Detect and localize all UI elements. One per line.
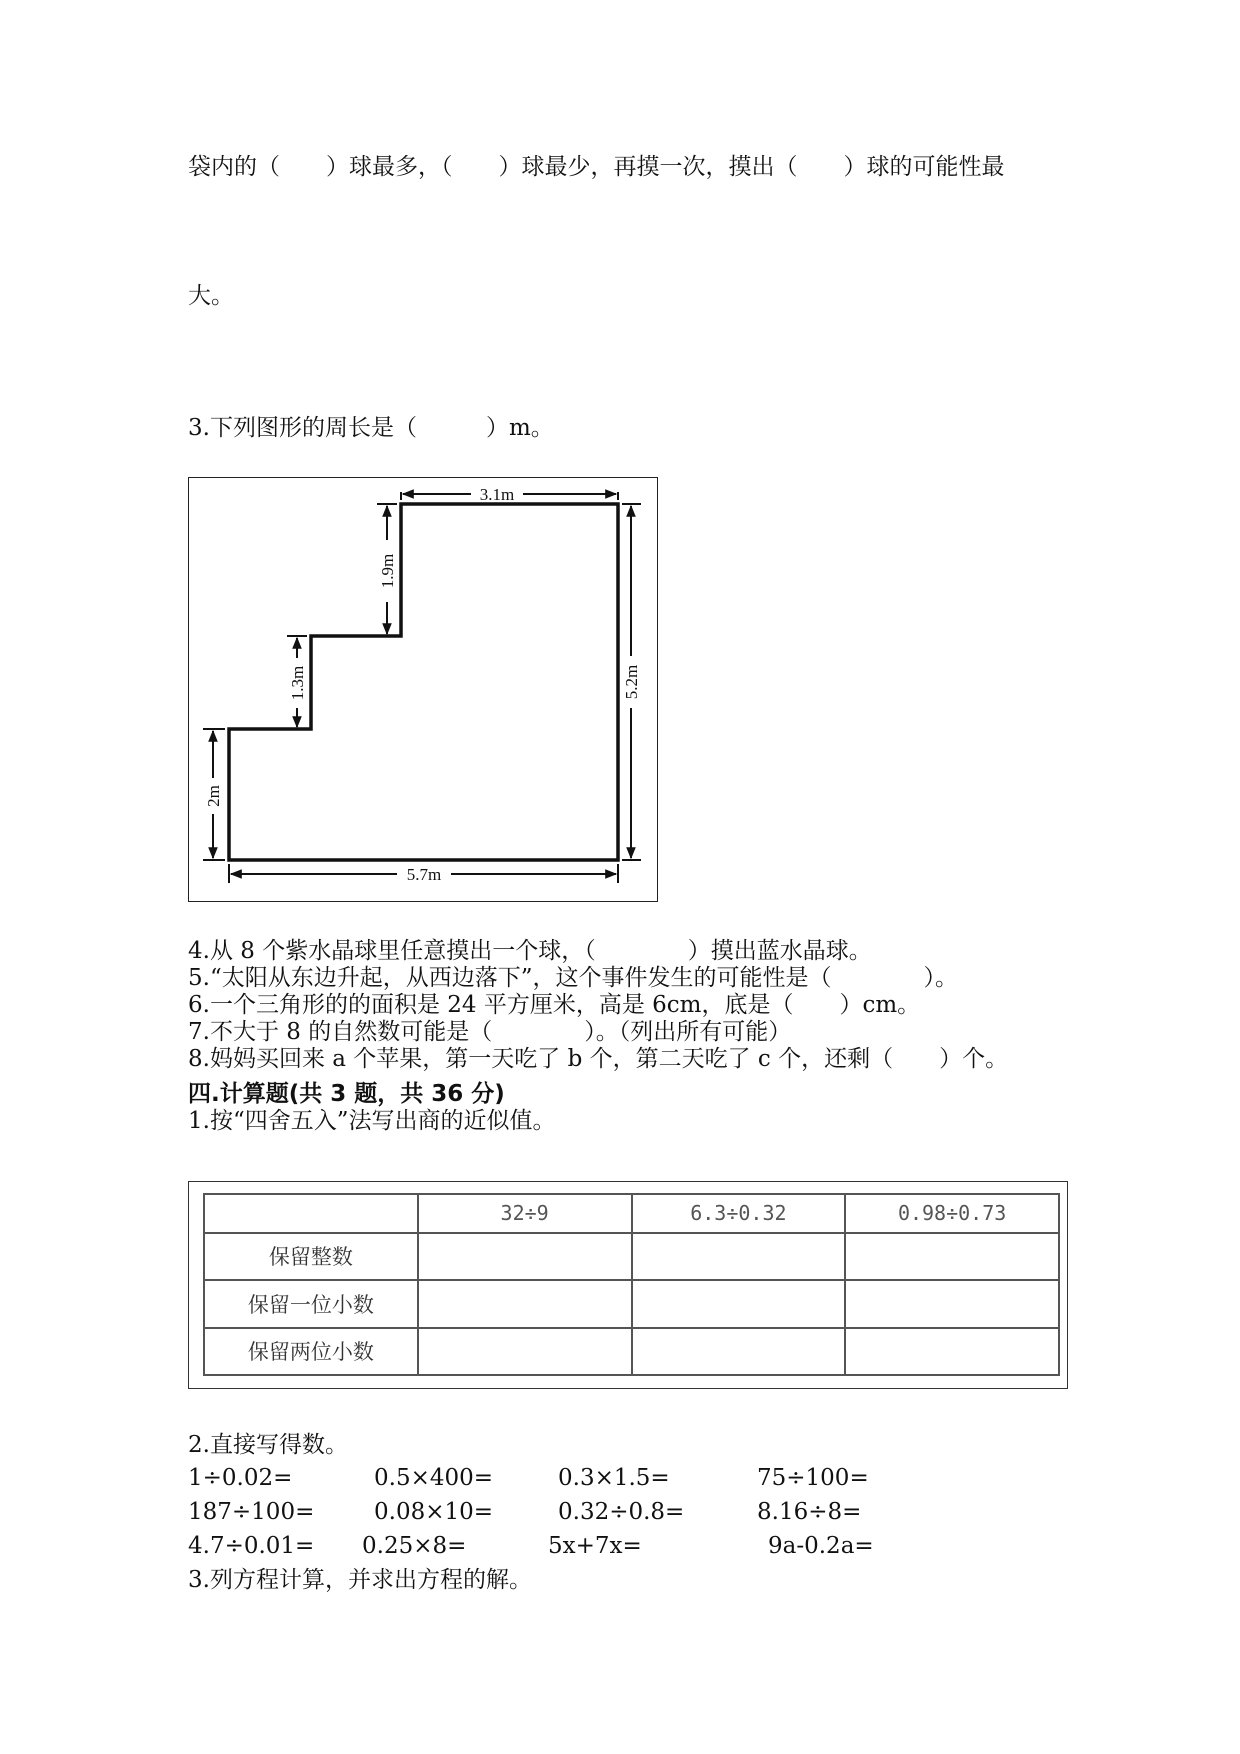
- calc-item: 75÷100=: [757, 1465, 869, 1491]
- c3-text: 3.列方程计算，并求出方程的解。: [188, 1567, 532, 1593]
- calc-item: 4.7÷0.01=: [188, 1533, 315, 1559]
- staircase-diagram: [189, 478, 659, 903]
- label-step-upper: 1.9m: [378, 553, 397, 589]
- row-label: 保留两位小数: [204, 1328, 418, 1376]
- answer-cell[interactable]: [632, 1328, 846, 1376]
- answer-cell[interactable]: [845, 1328, 1059, 1376]
- calc-item: 1÷0.02=: [188, 1465, 293, 1491]
- label-step-lower: 1.3m: [288, 665, 307, 701]
- calc-item: 0.32÷0.8=: [558, 1499, 685, 1525]
- table-header-cell: 32÷9: [418, 1194, 632, 1233]
- answer-cell[interactable]: [632, 1233, 846, 1280]
- c1-text: 1.按“四舍五入”法写出商的近似值。: [188, 1108, 556, 1134]
- label-left: 2m: [204, 785, 223, 807]
- table-header-cell: [204, 1194, 418, 1233]
- q4-text: 4.从 8 个紫水晶球里任意摸出一个球，（ ）摸出蓝水晶球。: [188, 938, 872, 964]
- approximation-table: [203, 1193, 1060, 1376]
- calc-item: 0.25×8=: [362, 1533, 467, 1559]
- q6-text: 6.一个三角形的的面积是 24 平方厘米，高是 6cm，底是（ ）cm。: [188, 992, 921, 1018]
- answer-cell[interactable]: [845, 1280, 1059, 1327]
- q5-text: 5.“太阳从东边升起，从西边落下”，这个事件发生的可能性是（ ）。: [188, 965, 958, 991]
- q2-line2: 大。: [188, 283, 234, 309]
- table-header-cell: 0.98÷0.73: [845, 1194, 1059, 1233]
- label-right: 5.2m: [622, 664, 641, 700]
- label-bottom: 5.7m: [406, 865, 442, 884]
- approximation-table-frame: [188, 1181, 1068, 1389]
- q8-text: 8.妈妈买回来 a 个苹果，第一天吃了 b 个，第二天吃了 c 个，还剩（ ）个。: [188, 1046, 1009, 1072]
- table-header-cell: 6.3÷0.32: [632, 1194, 846, 1233]
- table-row: [204, 1233, 1059, 1280]
- label-top: 3.1m: [479, 485, 515, 504]
- calc-item: 0.5×400=: [374, 1465, 494, 1491]
- answer-cell[interactable]: [418, 1233, 632, 1280]
- row-label: 保留一位小数: [204, 1280, 418, 1327]
- table-row: [204, 1280, 1059, 1327]
- perimeter-figure: [188, 477, 658, 902]
- row-label: 保留整数: [204, 1233, 418, 1280]
- answer-cell[interactable]: [845, 1233, 1059, 1280]
- section-heading: 四.计算题(共 3 题，共 36 分): [188, 1081, 505, 1107]
- calc-item: 9a-0.2a=: [768, 1533, 874, 1559]
- table-row: [204, 1328, 1059, 1376]
- q2-line1: 袋内的（ ）球最多，（ ）球最少，再摸一次，摸出（ ）球的可能性最: [188, 154, 1005, 180]
- calc-item: 0.08×10=: [374, 1499, 494, 1525]
- q7-text: 7.不大于 8 的自然数可能是（ ）。（列出所有可能）: [188, 1019, 792, 1045]
- calc-item: 8.16÷8=: [757, 1499, 862, 1525]
- calc-item: 187÷100=: [188, 1499, 315, 1525]
- c2-text: 2.直接写得数。: [188, 1432, 348, 1458]
- answer-cell[interactable]: [418, 1328, 632, 1376]
- table-header-row: [204, 1194, 1059, 1233]
- calc-item: 5x+7x=: [548, 1533, 642, 1559]
- q3-text: 3.下列图形的周长是（ ）m。: [188, 415, 554, 441]
- answer-cell[interactable]: [632, 1280, 846, 1327]
- calc-item: 0.3×1.5=: [558, 1465, 670, 1491]
- answer-cell[interactable]: [418, 1280, 632, 1327]
